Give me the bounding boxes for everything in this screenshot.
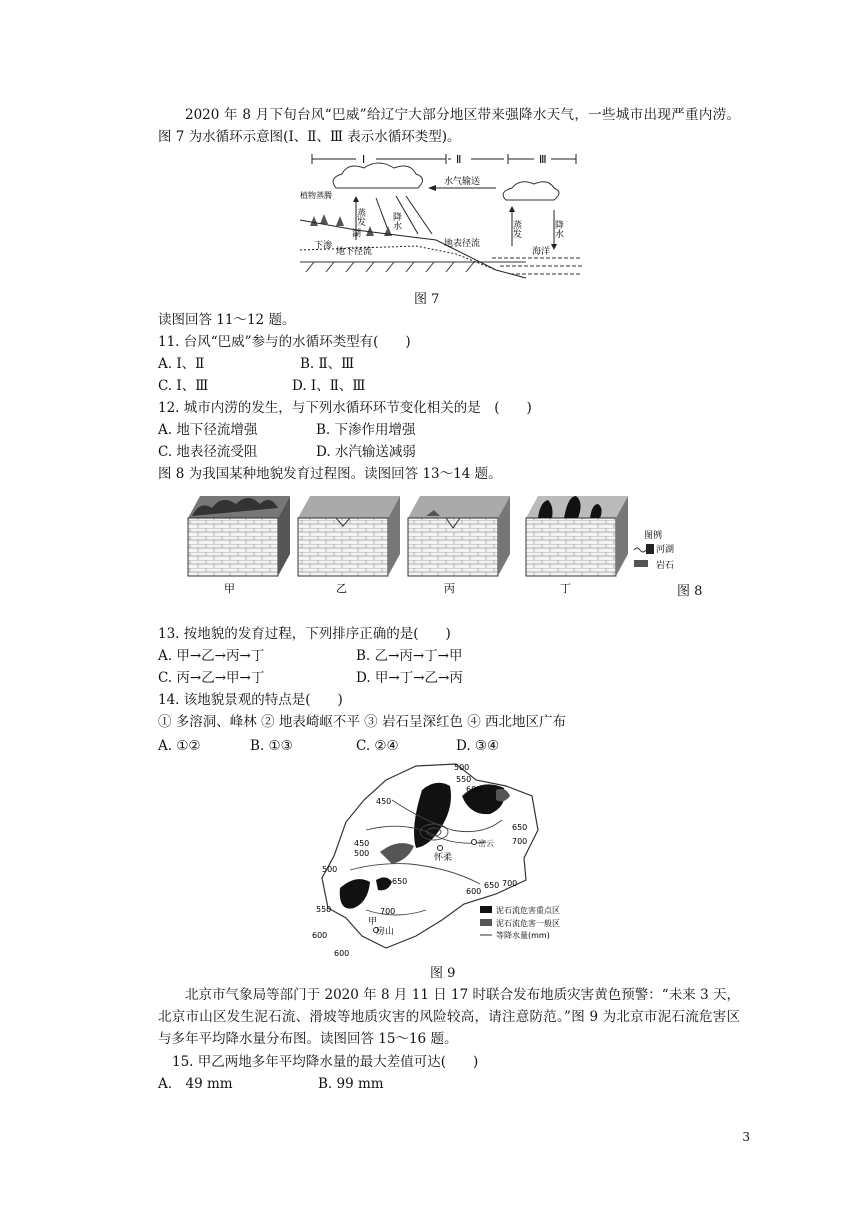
vapor-transport-label: 水气输送 xyxy=(444,177,481,187)
ocean-label: 海洋 xyxy=(532,247,551,257)
legend-general-swatch xyxy=(480,919,492,926)
huairou-marker xyxy=(438,846,443,851)
q11-option-b[interactable]: B. Ⅱ、Ⅲ xyxy=(300,356,355,372)
precipitation-right-label: 降水 xyxy=(553,220,563,238)
q12-option-b[interactable]: B. 下渗作用增强 xyxy=(316,422,416,438)
figure9-beijing-map xyxy=(306,760,596,962)
q14-option-c[interactable]: C. ②④ xyxy=(356,738,399,754)
lake-label: 湖 xyxy=(352,229,362,239)
q12-option-a[interactable]: A. 地下径流增强 xyxy=(158,422,258,438)
figure8-legend-title: 图例 xyxy=(644,531,663,541)
figure7-caption: 图 7 xyxy=(414,292,440,307)
q15-stem: 15. 甲乙两地多年平均降水量的最大差值可达( ) xyxy=(172,1054,479,1070)
read-instruction-11-12: 读图回答 11～12 题。 xyxy=(158,312,296,328)
contour-label-10: 650 xyxy=(392,877,408,886)
q13-option-b[interactable]: B. 乙→丙→丁→甲 xyxy=(356,648,463,664)
contour-label-2: 550 xyxy=(456,775,472,784)
q15-option-a[interactable]: A. 49 mm xyxy=(158,1076,233,1092)
type-2-label: Ⅱ xyxy=(456,153,462,166)
legend-key-swatch xyxy=(480,906,492,913)
contour-label-3: 600 xyxy=(466,785,482,794)
contour-label-1: 500 xyxy=(454,763,470,772)
q13-option-d[interactable]: D. 甲→丁→乙→丙 xyxy=(356,670,463,686)
q13-stem: 13. 按地貌的发育过程，下列排序正确的是( ) xyxy=(158,626,451,642)
q14-option-d[interactable]: D. ③④ xyxy=(456,738,500,754)
contour-label-8: 500 xyxy=(354,849,370,858)
contour-label-5: 650 xyxy=(512,823,528,832)
place-miyun: 密云 xyxy=(478,839,494,848)
rock-legend-icon xyxy=(634,560,648,567)
stage-bing-block xyxy=(408,496,510,576)
legend-river-label: 河湖 xyxy=(656,545,675,555)
stage-label-ding: 丁 xyxy=(560,582,571,595)
evaporation-left-label: 蒸发 xyxy=(355,208,365,226)
legend-rock-label: 岩石 xyxy=(656,561,675,571)
stage-label-bing: 丙 xyxy=(444,582,455,595)
legend-key-label: 泥石流危害重点区 xyxy=(496,906,560,915)
place-jia: 甲 xyxy=(368,917,378,927)
q14-option-a[interactable]: A. ①② xyxy=(158,738,201,754)
place-huairou: 怀柔 xyxy=(434,853,453,863)
figure7-water-cycle-diagram xyxy=(296,150,586,285)
infiltration-label: 下渗 xyxy=(314,241,333,251)
q14-option-b[interactable]: B. ①③ xyxy=(250,738,293,754)
evaporation-right-label: 蒸发 xyxy=(511,220,521,238)
contour-label-7: 450 xyxy=(354,839,370,848)
type-3-label: Ⅲ xyxy=(539,153,547,166)
page-number: 3 xyxy=(742,1130,750,1144)
contour-label-6: 700 xyxy=(512,837,528,846)
stage-label-jia: 甲 xyxy=(224,582,235,595)
contour-label-15: 700 xyxy=(380,907,396,916)
q12-option-d[interactable]: D. 水汽输送减弱 xyxy=(316,444,416,460)
contour-label-11: 700 xyxy=(502,879,518,888)
stage-ding-block xyxy=(526,496,628,576)
q13-option-a[interactable]: A. 甲→乙→丙→丁 xyxy=(158,648,265,664)
surface-runoff-label: 地表径流 xyxy=(444,239,481,249)
legend-general-label: 泥石流危害一般区 xyxy=(496,919,560,928)
q12-stem: 12. 城市内涝的发生，与下列水循环环节变化相关的是 ( ) xyxy=(158,400,532,416)
stage-label-yi: 乙 xyxy=(336,582,347,595)
q14-stem: 14. 该地貌景观的特点是( ) xyxy=(158,692,343,708)
contour-label-4: 450 xyxy=(376,797,392,806)
stage-yi-block xyxy=(298,496,400,576)
q15-option-b[interactable]: B. 99 mm xyxy=(318,1076,384,1092)
intro-beijing: 北京市气象局等部门于 2020 年 8 月 11 日 17 时联合发布地质灾害黄色预警：“未来 3 天，北京市山区发生泥石流、滑坡等地质灾害的风险较高，请注意防范。”图 9 为北京市泥石流危害区与多年平均降水量分布图。读图回答 15～16 题。 xyxy=(158,987,740,1047)
contour-label-14: 550 xyxy=(316,905,332,914)
q14-statements: ① 多溶洞、峰林 ② 地表崎岖不平 ③ 岩石呈深红色 ④ 西北地区广布 xyxy=(158,714,567,730)
q11-option-d[interactable]: D. Ⅰ、Ⅱ、Ⅲ xyxy=(292,378,366,394)
figure8-landform-stages xyxy=(186,488,706,600)
contour-label-17: 600 xyxy=(334,949,350,958)
contour-label-13: 600 xyxy=(466,887,482,896)
q11-option-c[interactable]: C. Ⅰ、Ⅲ xyxy=(158,378,209,394)
contour-label-9: 500 xyxy=(322,865,338,874)
figure9-caption: 图 9 xyxy=(430,966,456,981)
q12-option-c[interactable]: C. 地表径流受阻 xyxy=(158,444,258,460)
contour-label-16: 600 xyxy=(312,931,328,940)
type-1-label: Ⅰ xyxy=(362,153,366,166)
plant-transpiration-label: 植物蒸腾 xyxy=(300,191,332,200)
intro-typhoon: 2020 年 8 月下旬台风“巴威”给辽宁大部分地区带来强降水天气，一些城市出现严重内涝。图 7 为水循环示意图(Ⅰ、Ⅱ、Ⅲ 表示水循环类型)。 xyxy=(158,107,740,145)
q11-stem: 11. 台风“巴威”参与的水循环类型有( ) xyxy=(158,334,411,350)
stage-jia-block xyxy=(188,496,290,576)
q11-option-a[interactable]: A. Ⅰ、Ⅱ xyxy=(158,356,205,372)
precipitation-left-label: 降水 xyxy=(391,212,401,230)
contour-label-12: 650 xyxy=(484,881,500,890)
groundwater-runoff-label: 地下径流 xyxy=(336,247,373,257)
intro-figure8: 图 8 为我国某种地貌发育过程图。读图回答 13～14 题。 xyxy=(158,466,502,482)
q13-option-c[interactable]: C. 丙→乙→甲→丁 xyxy=(158,670,265,686)
place-fangshan: 房山 xyxy=(376,927,395,937)
legend-isohyet-label: 等降水量(mm) xyxy=(496,931,550,940)
miyun-marker xyxy=(472,840,477,845)
figure8-caption: 图 8 xyxy=(677,584,703,599)
river-legend-icon xyxy=(634,548,646,552)
